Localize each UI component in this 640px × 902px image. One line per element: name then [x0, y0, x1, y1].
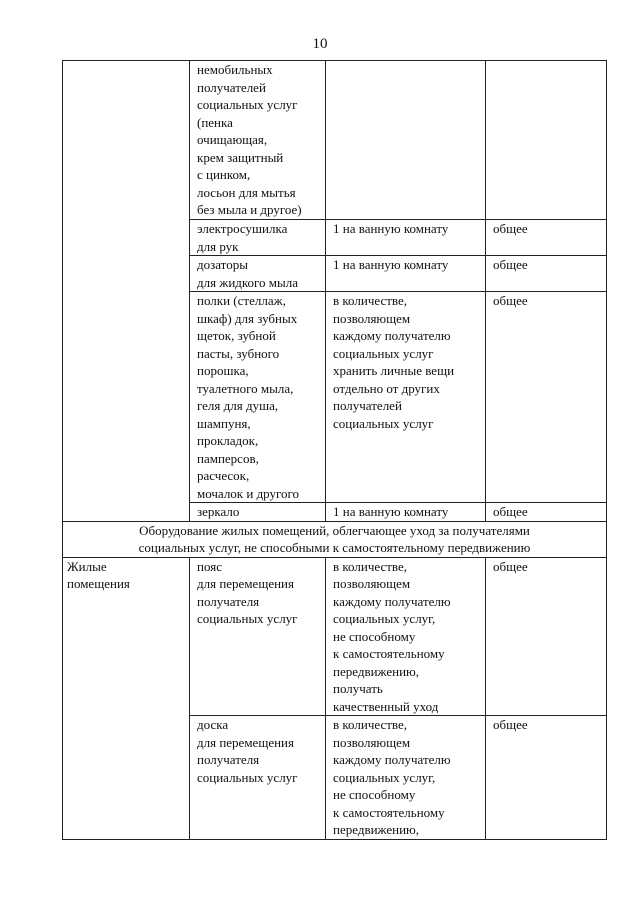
type-cell	[486, 503, 607, 522]
table-row	[63, 557, 607, 716]
quantity-text: 1 на ванную комнату	[333, 221, 449, 236]
type-cell	[486, 256, 607, 292]
quantity-cell	[326, 220, 486, 256]
quantity-text: 1 на ванную комнату	[333, 257, 449, 272]
section-header-text: Оборудование жилых помещений, облегчающее уход за получателями социальных услуг, не способными к самостоятельному передвижению	[138, 522, 531, 555]
item-cell	[190, 256, 326, 292]
type-cell	[486, 557, 607, 716]
quantity-text: в количестве, позволяющем каждому получателю социальных услуг, не способному к самостоятельному передвижению, получать качественный уход	[333, 558, 451, 714]
type-cell	[486, 292, 607, 503]
quantity-text: в количестве, позволяющем каждому получателю социальных услуг, не способному к самостоятельному передвижению,	[333, 717, 451, 837]
type-text: общее	[493, 221, 528, 236]
room-text: Жилые помещения	[67, 558, 130, 591]
facility-equipment-table	[62, 60, 607, 840]
item-cell	[190, 220, 326, 256]
type-text: общее	[493, 558, 528, 574]
type-cell	[486, 61, 607, 220]
type-cell	[486, 716, 607, 840]
item-cell	[190, 292, 326, 503]
type-text: общее	[493, 717, 528, 732]
item-text: немобильных получателей социальных услуг (пенка очищающая, крем защитный с цинком, лосьон для мытья без мыла и другое)	[197, 62, 302, 217]
quantity-cell	[326, 256, 486, 292]
quantity-text: 1 на ванную комнату	[333, 504, 449, 519]
item-text: электросушилка для рук	[197, 221, 288, 254]
room-cell	[63, 61, 190, 522]
item-cell	[190, 557, 326, 716]
quantity-cell	[326, 503, 486, 522]
section-header-row	[63, 521, 607, 557]
quantity-cell	[326, 61, 486, 220]
item-text: дозаторы для жидкого мыла	[197, 257, 299, 290]
quantity-cell	[326, 292, 486, 503]
page-number: 10	[312, 36, 328, 52]
type-text: общее	[493, 257, 528, 272]
type-text: общее	[493, 293, 528, 308]
table-row	[63, 61, 607, 220]
quantity-cell	[326, 716, 486, 840]
item-cell	[190, 716, 326, 840]
item-text: зеркало	[197, 504, 240, 519]
item-text: полки (стеллаж, шкаф) для зубных щеток, зубной пасты, зубного порошка, туалетного мыла, геля для душа, шампуня, прокладок, памперсов, расчесок, мочалок и другого	[197, 293, 300, 501]
item-cell	[190, 61, 326, 220]
type-cell	[486, 220, 607, 256]
quantity-cell	[326, 557, 486, 716]
quantity-text: в количестве, позволяющем каждому получателю социальных услуг хранить личные вещи отдельно от других получателей социальных услуг	[333, 293, 455, 431]
item-text: пояс для перемещения получателя социальных услуг	[197, 558, 298, 626]
item-text: доска для перемещения получателя социальных услуг	[197, 717, 298, 785]
type-text: общее	[493, 504, 528, 519]
section-header	[63, 521, 607, 557]
item-cell	[190, 503, 326, 522]
room-cell	[63, 557, 190, 840]
